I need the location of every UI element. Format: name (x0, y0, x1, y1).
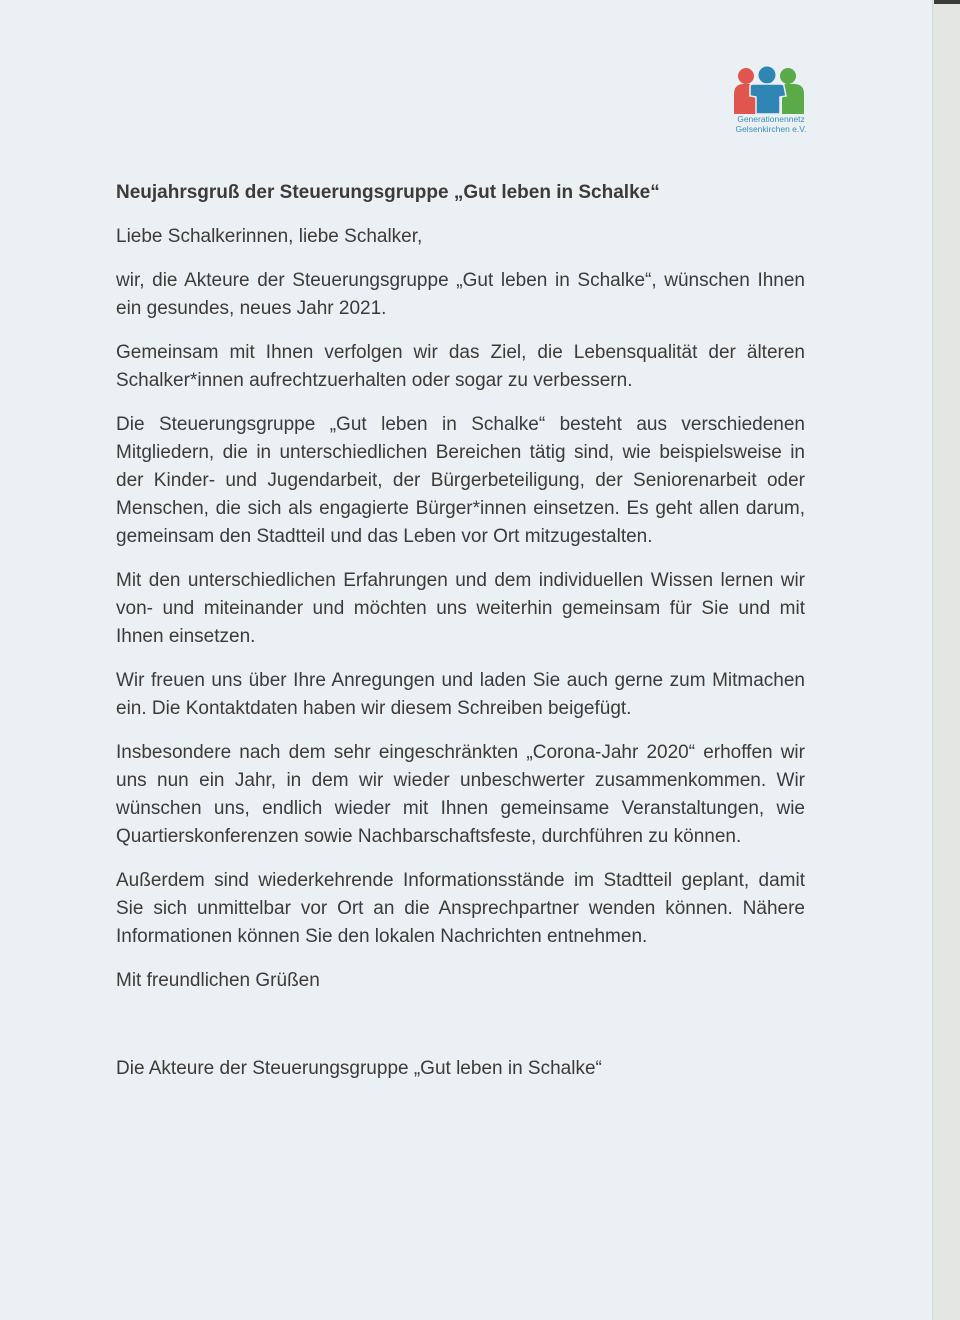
generationennetz-logo (716, 66, 826, 146)
page-edge (932, 0, 960, 1320)
paragraph: Die Steuerungsgruppe „Gut leben in Schalke“ besteht aus verschiedenen Mitgliedern, die in unterschiedlichen Bereichen tätig sind, wie beispielsweise in der Kinder- und Jugendarbeit, der Bürgerbeteiligung, der Seniorenarbeit oder Menschen, die sich als engagierte Bürger*innen einsetzen. Es geht allen darum, gemeinsam den Stadtteil und das Leben vor Ort mitzugestalten. (116, 414, 805, 547)
paragraph: Außerdem sind wiederkehrende Informationsstände im Stadtteil geplant, damit Sie sich unmittelbar vor Ort an die Ansprechpartner wenden können. Nähere Informationen können Sie den lokalen Nachrichten entnehmen. (116, 870, 805, 947)
people-group-icon (730, 66, 812, 114)
letter-title: Neujahrsgruß der Steuerungsgruppe „Gut leben in Schalke“ (116, 182, 660, 203)
scan-corner (934, 0, 960, 4)
logo-line-2: Gelsenkirchen e.V. (735, 124, 807, 134)
paragraph: wir, die Akteure der Steuerungsgruppe „Gut leben in Schalke“, wünschen Ihnen ein gesundes, neues Jahr 2021. (116, 270, 805, 319)
logo-line-1: Generationennetz (737, 114, 805, 124)
signature: Die Akteure der Steuerungsgruppe „Gut leben in Schalke“ (116, 1058, 602, 1079)
paragraph: Wir freuen uns über Ihre Anregungen und laden Sie auch gerne zum Mitmachen ein. Die Kontaktdaten haben wir diesem Schreiben beigefügt. (116, 670, 805, 719)
paragraph: Mit den unterschiedlichen Erfahrungen und dem individuellen Wissen lernen wir von- und miteinander und möchten uns weiterhin gemeinsam für Sie und mit Ihnen einsetzen. (116, 570, 805, 647)
logo-text (716, 114, 826, 134)
paragraph: Insbesondere nach dem sehr eingeschränkten „Corona-Jahr 2020“ erhoffen wir uns nun ein Jahr, in dem wir wieder unbeschwerter zusammenkommen. Wir wünschen uns, endlich wieder mit Ihnen gemeinsame Veranstaltungen, wie Quartierskonferenzen sowie Nachbarschaftsfeste, durchführen zu können. (116, 742, 805, 847)
closing: Mit freundlichen Grüßen (116, 970, 320, 991)
letter-body (116, 179, 805, 1099)
salutation: Liebe Schalkerinnen, liebe Schalker, (116, 226, 423, 247)
paragraph: Gemeinsam mit Ihnen verfolgen wir das Ziel, die Lebensqualität der älteren Schalker*innen aufrechtzuerhalten oder sogar zu verbessern. (116, 342, 805, 391)
